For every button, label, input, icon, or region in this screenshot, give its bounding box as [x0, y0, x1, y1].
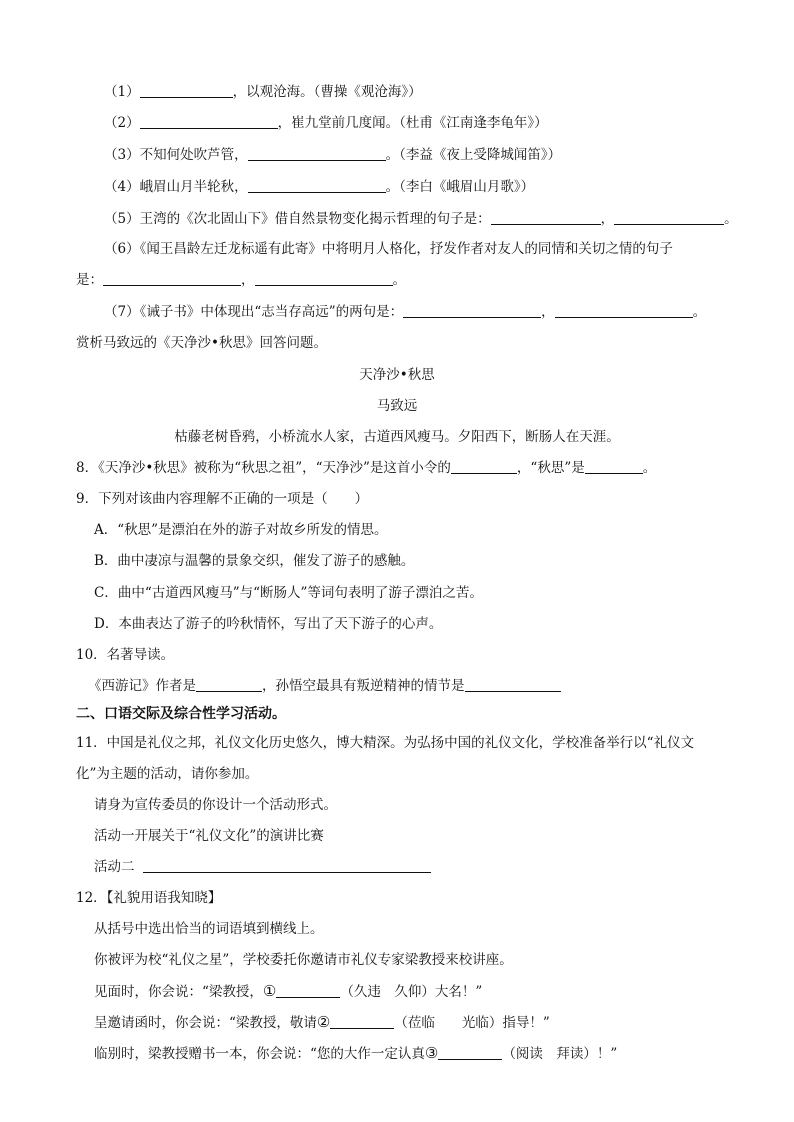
q7-item-2-prefix: （2） [104, 115, 140, 131]
q7-item-4-suffix: 。（李白《峨眉山月歌》） [385, 179, 535, 195]
poem-intro: 赏析马致远的《天净沙•秋思》回答问题。 [76, 335, 327, 351]
q12-s3-prefix: 临别时，梁教授赠书一本，你会说：“您的大作一定认真 [94, 1046, 425, 1062]
q12-s3-suffix: （阅读 拜读）！” [502, 1046, 618, 1062]
poem-title: 天净沙•秋思 [359, 367, 435, 383]
q11-line1: 11．中国是礼仪之邦，礼仪文化历史悠久，博大精深。为弘扬中国的礼仪文化，学校准备举行以“礼仪文 [76, 735, 695, 751]
answer-blank[interactable] [276, 983, 340, 998]
answer-blank[interactable] [143, 858, 431, 873]
poem-text: 枯藤老树昏鸦，小桥流水人家，古道西风瘦马。夕阳西下，断肠人在天涯。 [174, 429, 620, 445]
q7-item-1-suffix: ，以观沧海。（曹操《观沧海》） [232, 84, 422, 100]
q12-sentence-3 [94, 1044, 617, 1063]
poem-author: 马致远 [376, 398, 418, 414]
q12-s3-number: ③ [424, 1044, 439, 1062]
q7-item-4 [104, 178, 534, 196]
q7-item-6-mid: ， [241, 272, 255, 288]
q7-item-7-prefix: （7）《诫子书》中体现出“志当存高远”的两句是： [104, 304, 404, 320]
q12-line1: 从括号中选出恰当的词语填到横线上。 [94, 921, 324, 937]
answer-blank[interactable] [140, 83, 233, 98]
q7-item-3-prefix: （3）不知何处吹芦管， [104, 147, 248, 163]
answer-blank[interactable] [330, 1014, 394, 1029]
option-d[interactable]: D．本曲表达了游子的吟秋情怀，写出了天下游子的心声。 [94, 616, 443, 632]
q12-s1-prefix: 见面时，你会说：“梁教授， [94, 984, 263, 1000]
q7-item-1-prefix: （1） [104, 84, 140, 100]
q8-suffix: 。 [642, 460, 657, 476]
answer-blank[interactable] [555, 303, 693, 318]
q8-mid: ，“秋思”是 [516, 460, 585, 476]
q11-line2: 化”为主题的活动，请你参加。 [76, 766, 259, 782]
q7-item-5-prefix: （5）王湾的《次北固山下》借自然景物变化揭示哲理的句子是： [104, 211, 491, 227]
q12-line2: 你被评为校“礼仪之星”，学校委托你邀请市礼仪专家梁教授来校讲座。 [94, 952, 513, 968]
q10-mid: ，孙悟空最具有叛逆精神的情节是 [262, 678, 465, 694]
answer-blank[interactable] [585, 459, 643, 474]
answer-blank[interactable] [248, 146, 386, 161]
option-a[interactable]: A．“秋思”是漂泊在外的游子对故乡所发的情思。 [94, 522, 388, 538]
q12-title: 12．【礼貌用语我知晓】 [76, 890, 222, 906]
q10-prefix: 《西游记》作者是 [88, 678, 196, 694]
answer-blank[interactable] [438, 1045, 502, 1060]
q7-item-4-prefix: （4）峨眉山月半轮秋， [104, 179, 248, 195]
option-c[interactable]: C．曲中“古道西风瘦马”与“断肠人”等词句表明了游子漂泊之苦。 [94, 585, 483, 601]
option-b[interactable]: B．曲中凄凉与温馨的景象交织，催发了游子的感触。 [94, 553, 415, 569]
answer-blank[interactable] [403, 303, 541, 318]
q12-sentence-2 [94, 1013, 550, 1032]
answer-blank[interactable] [196, 677, 262, 692]
q7-item-6-line1: （6）《闻王昌龄左迁龙标遥有此寄》中将明月人格化，抒发作者对友人的同情和关切之情的句子 [104, 241, 673, 257]
q11-line4: 活动一开展关于“礼仪文化”的演讲比赛 [94, 828, 324, 844]
q7-item-7-suffix: 。 [692, 304, 707, 320]
question-8 [76, 459, 656, 477]
q11-activity2-label: 活动二 [94, 859, 135, 875]
q7-item-6-suffix: 。 [392, 272, 406, 288]
q12-s2-number: ② [316, 1013, 331, 1031]
q7-item-6-answer [76, 271, 406, 289]
q7-item-3 [104, 146, 561, 164]
q7-item-2 [104, 114, 548, 132]
q12-sentence-1 [94, 982, 482, 1001]
answer-blank[interactable] [103, 271, 241, 286]
answer-blank[interactable] [491, 210, 601, 225]
question-9-stem: 9．下列对该曲内容理解不正确的一项是（ ） [76, 491, 369, 507]
question-10-stem: 10．名著导读。 [76, 647, 175, 663]
answer-blank[interactable] [248, 178, 386, 193]
answer-blank[interactable] [465, 677, 561, 692]
q12-s2-prefix: 呈邀请函时，你会说：“梁教授，敬请 [94, 1015, 317, 1031]
q12-s2-suffix: （莅临 光临）指导！” [394, 1015, 550, 1031]
q12-s1-number: ① [262, 982, 277, 1000]
q12-s1-suffix: （久违 久仰）大名！” [340, 984, 483, 1000]
q11-line5 [94, 858, 431, 876]
answer-blank[interactable] [140, 114, 278, 129]
q7-item-5-suffix: 。 [724, 211, 738, 227]
q7-item-3-suffix: 。（李益《夜上受降城闻笛》） [385, 147, 562, 163]
q7-item-5-mid: ， [600, 211, 615, 227]
q7-item-1 [104, 83, 422, 101]
section-heading: 二、口语交际及综合性学习活动。 [76, 706, 286, 722]
answer-blank[interactable] [451, 459, 517, 474]
q7-item-7-mid: ， [541, 304, 555, 320]
q11-line3: 请身为宣传委员的你设计一个活动形式。 [94, 797, 337, 813]
q7-item-7 [104, 303, 706, 321]
answer-blank[interactable] [255, 271, 393, 286]
question-10-body [88, 677, 561, 695]
q8-prefix: 8．《天净沙•秋思》被称为“秋思之祖”，“天净沙”是这首小令的 [76, 460, 451, 476]
q7-item-5 [104, 210, 738, 228]
answer-blank[interactable] [614, 210, 724, 225]
q7-item-6-prefix: 是： [76, 272, 103, 288]
q7-item-2-suffix: ，崔九堂前几度闻。（杜甫《江南逢李龟年》） [277, 115, 548, 131]
